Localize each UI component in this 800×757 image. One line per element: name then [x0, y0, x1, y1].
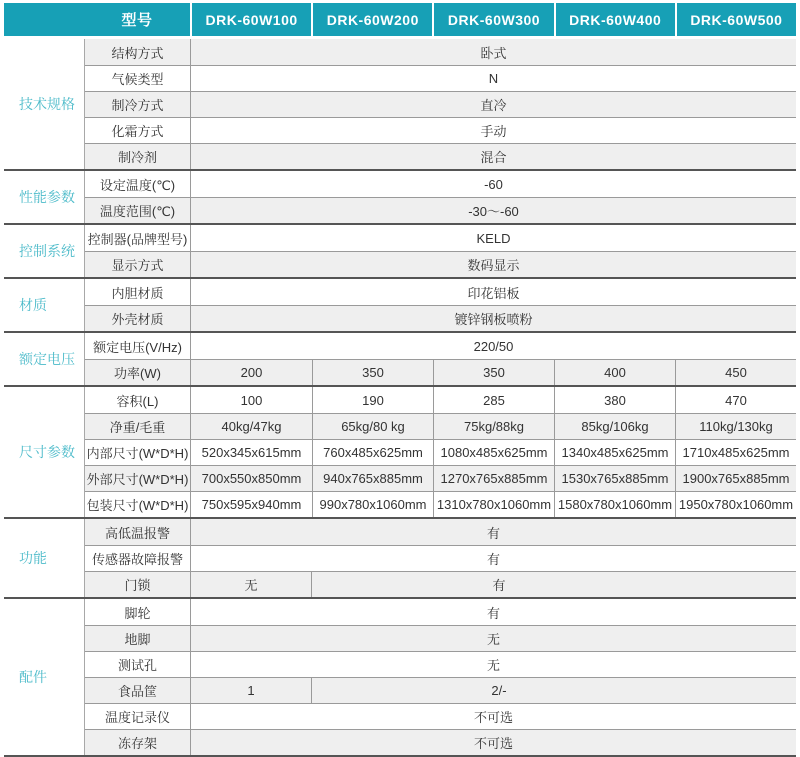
row-value-model-4: 85kg/106kg — [554, 414, 675, 439]
row-label: 额定电压(V/Hz) — [85, 333, 191, 359]
row-value-model-5: 1950x780x1060mm — [675, 492, 796, 517]
spec-row — [85, 225, 796, 251]
group-label: 配件 — [4, 599, 84, 755]
spec-row — [85, 305, 796, 331]
spec-row — [85, 465, 796, 491]
row-value-model-1: 200 — [240, 365, 263, 380]
row-value-model-5: 110kg/130kg — [675, 414, 796, 439]
header-model-label: 型号 — [4, 3, 190, 36]
row-label: 制冷剂 — [85, 144, 191, 169]
row-label: 设定温度(℃) — [85, 171, 191, 197]
row-value-model-2: 760x485x625mm — [312, 440, 433, 465]
row-value-model-2: 940x765x885mm — [312, 466, 433, 491]
row-label: 化霜方式 — [85, 118, 191, 143]
header-model-5: DRK-60W500 — [677, 3, 796, 36]
spec-row — [85, 333, 796, 359]
row-value-model-2: 990x780x1060mm — [312, 492, 433, 517]
row-value: KELD — [476, 230, 511, 246]
row-value: -60 — [484, 176, 503, 192]
header-model-2: DRK-60W200 — [313, 3, 432, 36]
row-label: 容积(L) — [85, 387, 191, 413]
spec-row — [85, 117, 796, 143]
row-value-model-1: 700x550x850mm — [201, 471, 302, 486]
table-header — [4, 3, 796, 36]
row-label: 包装尺寸(W*D*H) — [85, 492, 191, 517]
spec-row — [85, 197, 796, 223]
row-value: 有 — [486, 525, 500, 541]
spec-row — [85, 279, 796, 305]
row-value: 直冷 — [480, 98, 507, 113]
row-value-model-1: 520x345x615mm — [201, 445, 302, 460]
spec-group-7 — [4, 517, 796, 597]
group-label: 技术规格 — [4, 39, 84, 169]
spec-row — [85, 519, 796, 545]
row-value-model-1: 100 — [240, 392, 263, 408]
row-value: 数码显示 — [467, 258, 520, 273]
spec-group-5 — [4, 331, 796, 385]
header-model-3: DRK-60W300 — [434, 3, 553, 36]
group-label: 性能参数 — [4, 171, 84, 223]
row-value-model-5: 470 — [675, 387, 796, 413]
row-label: 测试孔 — [85, 652, 191, 677]
row-label: 冻存架 — [85, 730, 191, 755]
spec-row — [85, 439, 796, 465]
spec-row — [85, 729, 796, 755]
row-value-model-5: 1900x765x885mm — [675, 466, 796, 491]
table-body — [4, 39, 796, 757]
spec-group-8 — [4, 597, 796, 755]
spec-group-2 — [4, 169, 796, 223]
row-value-model-1: 无 — [191, 572, 312, 597]
spec-row — [85, 171, 796, 197]
spec-row — [85, 65, 796, 91]
row-value-rest: 有 — [492, 578, 506, 593]
row-value-model-1: 40kg/47kg — [221, 419, 282, 434]
row-value: -30～-60 — [468, 204, 519, 219]
row-value-model-3: 1310x780x1060mm — [433, 492, 554, 517]
row-label: 温度范围(℃) — [85, 198, 191, 223]
row-value: 混合 — [480, 150, 507, 165]
row-value: 有 — [486, 605, 500, 621]
row-value: 印花铝板 — [467, 285, 520, 301]
row-label: 外壳材质 — [85, 306, 191, 331]
row-label: 食品筐 — [85, 678, 191, 703]
row-label: 脚轮 — [85, 599, 191, 625]
spec-group-1 — [4, 39, 796, 169]
row-value-model-1: 750x595x940mm — [201, 497, 302, 512]
row-label: 显示方式 — [85, 252, 191, 277]
row-label: 地脚 — [85, 626, 191, 651]
group-label: 额定电压 — [4, 333, 84, 385]
row-label: 温度记录仪 — [85, 704, 191, 729]
row-value: N — [488, 71, 499, 86]
spec-group-6 — [4, 385, 796, 517]
row-value-model-4: 380 — [554, 387, 675, 413]
spec-row — [85, 387, 796, 413]
spec-row — [85, 703, 796, 729]
row-label: 制冷方式 — [85, 92, 191, 117]
row-label: 内胆材质 — [85, 279, 191, 305]
row-value-model-4: 1340x485x625mm — [554, 440, 675, 465]
row-value: 卧式 — [480, 45, 507, 61]
spec-group-3 — [4, 223, 796, 277]
row-label: 外部尺寸(W*D*H) — [85, 466, 191, 491]
row-value-model-1: 1 — [191, 678, 312, 703]
row-label: 高低温报警 — [85, 519, 191, 545]
spec-row — [85, 625, 796, 651]
row-label: 净重/毛重 — [85, 414, 191, 439]
spec-row — [85, 413, 796, 439]
row-value-model-3: 350 — [433, 360, 554, 385]
row-value: 不可选 — [473, 736, 513, 751]
row-label: 功率(W) — [85, 360, 191, 385]
row-value: 无 — [486, 632, 500, 647]
header-model-4: DRK-60W400 — [556, 3, 675, 36]
spec-row — [85, 143, 796, 169]
row-label: 门锁 — [85, 572, 191, 597]
row-label: 结构方式 — [85, 39, 191, 65]
row-value-model-3: 285 — [433, 387, 554, 413]
row-value: 无 — [486, 658, 500, 673]
row-value-model-4: 1580x780x1060mm — [554, 492, 675, 517]
spec-table — [4, 3, 796, 757]
spec-row — [85, 599, 796, 625]
row-value: 有 — [486, 552, 500, 567]
group-label: 控制系统 — [4, 225, 84, 277]
spec-row — [85, 491, 796, 517]
row-value-model-3: 75kg/88kg — [433, 414, 554, 439]
row-value-model-2: 190 — [312, 387, 433, 413]
row-value-model-5: 1710x485x625mm — [675, 440, 796, 465]
spec-row — [85, 91, 796, 117]
row-value-model-4: 400 — [554, 360, 675, 385]
group-label: 功能 — [4, 519, 84, 597]
spec-row — [85, 39, 796, 65]
row-value-model-2: 65kg/80 kg — [312, 414, 433, 439]
row-value: 镀锌钢板喷粉 — [454, 312, 533, 327]
spec-row — [85, 677, 796, 703]
spec-row — [85, 359, 796, 385]
spec-group-4 — [4, 277, 796, 331]
row-value-model-3: 1270x765x885mm — [433, 466, 554, 491]
spec-row — [85, 651, 796, 677]
row-label: 控制器(品牌型号) — [85, 225, 191, 251]
row-label: 气候类型 — [85, 66, 191, 91]
group-label: 材质 — [4, 279, 84, 331]
row-value-model-4: 1530x765x885mm — [554, 466, 675, 491]
row-value-model-5: 450 — [675, 360, 796, 385]
row-value: 不可选 — [473, 710, 513, 725]
spec-row — [85, 545, 796, 571]
row-value-model-2: 350 — [312, 360, 433, 385]
row-value-model-3: 1080x485x625mm — [433, 440, 554, 465]
header-model-1: DRK-60W100 — [192, 3, 311, 36]
spec-row — [85, 571, 796, 597]
row-value: 手动 — [480, 124, 507, 139]
group-label: 尺寸参数 — [4, 387, 84, 517]
row-label: 传感器故障报警 — [85, 546, 191, 571]
row-value-rest: 2/- — [491, 683, 507, 698]
row-value: 220/50 — [473, 338, 514, 354]
row-label: 内部尺寸(W*D*H) — [85, 440, 191, 465]
spec-row — [85, 251, 796, 277]
